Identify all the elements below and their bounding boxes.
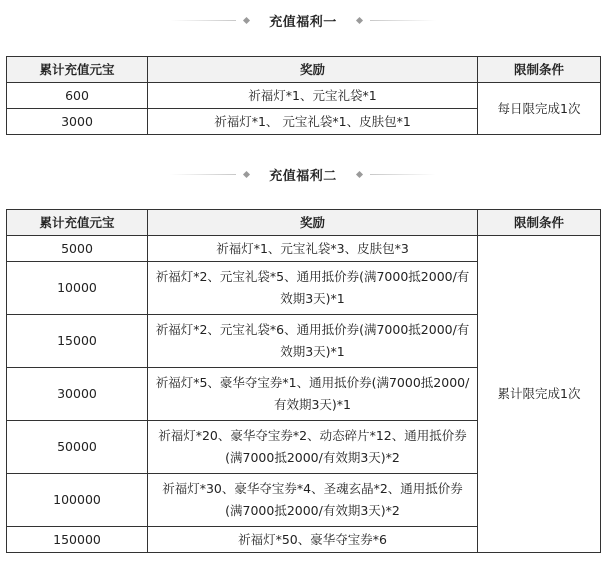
table-header-row [7, 57, 601, 83]
amount-cell: 5000 [7, 236, 148, 262]
title-divider-right [370, 174, 436, 175]
header-condition: 限制条件 [478, 210, 601, 236]
diamond-icon [243, 16, 250, 23]
amount-cell: 600 [7, 83, 148, 109]
diamond-icon [356, 16, 363, 23]
amount-cell: 50000 [7, 421, 148, 474]
reward-cell: 祈福灯*1、元宝礼袋*1 [148, 83, 478, 109]
table-row [7, 236, 601, 262]
title-divider-right [370, 20, 436, 21]
table-header-row [7, 210, 601, 236]
reward-cell: 祈福灯*2、元宝礼袋*6、通用抵价券(满7000抵2000/有效期3天)*1 [148, 315, 478, 368]
diamond-icon [243, 170, 250, 177]
reward-cell: 祈福灯*20、豪华夺宝券*2、动态碎片*12、通用抵价券(满7000抵2000/有效期3天)*2 [148, 421, 478, 474]
reward-cell: 祈福灯*1、元宝礼袋*3、皮肤包*3 [148, 236, 478, 262]
table-row [7, 83, 601, 109]
amount-cell: 30000 [7, 368, 148, 421]
section-title-1 [0, 8, 606, 32]
section-heading: 充值福利一 [269, 14, 337, 30]
title-divider-left [170, 174, 236, 175]
title-divider-left [170, 20, 236, 21]
condition-cell: 累计限完成1次 [478, 236, 601, 553]
reward-table-2 [6, 209, 601, 553]
amount-cell: 10000 [7, 262, 148, 315]
header-amount: 累计充值元宝 [7, 210, 148, 236]
diamond-icon [356, 170, 363, 177]
header-condition: 限制条件 [478, 57, 601, 83]
reward-cell: 祈福灯*50、豪华夺宝券*6 [148, 527, 478, 553]
header-reward: 奖励 [148, 210, 478, 236]
amount-cell: 100000 [7, 474, 148, 527]
amount-cell: 150000 [7, 527, 148, 553]
header-reward: 奖励 [148, 57, 478, 83]
section-title-2 [0, 162, 606, 186]
reward-cell: 祈福灯*30、豪华夺宝券*4、圣魂玄晶*2、通用抵价券(满7000抵2000/有效期3天)*2 [148, 474, 478, 527]
amount-cell: 3000 [7, 109, 148, 135]
reward-cell: 祈福灯*5、豪华夺宝券*1、通用抵价券(满7000抵2000/有效期3天)*1 [148, 368, 478, 421]
header-amount: 累计充值元宝 [7, 57, 148, 83]
condition-cell: 每日限完成1次 [478, 83, 601, 135]
reward-table-1 [6, 56, 601, 135]
section-heading: 充值福利二 [269, 168, 337, 184]
reward-cell: 祈福灯*1、 元宝礼袋*1、皮肤包*1 [148, 109, 478, 135]
reward-cell: 祈福灯*2、元宝礼袋*5、通用抵价券(满7000抵2000/有效期3天)*1 [148, 262, 478, 315]
amount-cell: 15000 [7, 315, 148, 368]
